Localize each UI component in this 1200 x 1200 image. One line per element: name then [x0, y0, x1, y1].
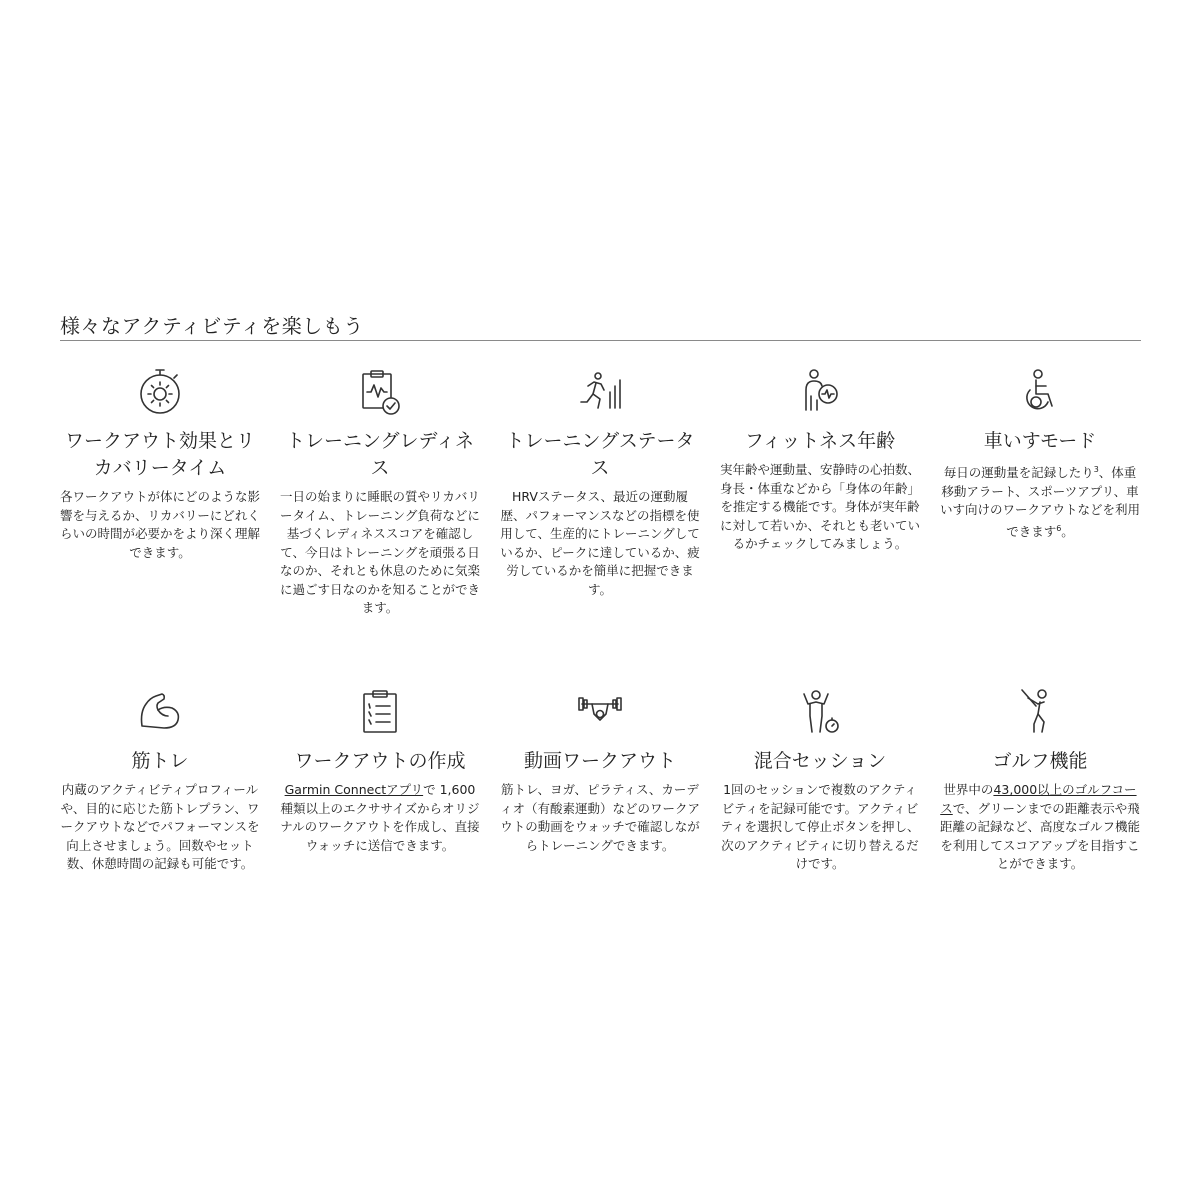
desc-text: で 1,600 種類以上のエクササイズからオリジナルのワークアウトを作成し、直接ウォッチに送信できます。 — [280, 782, 480, 853]
feature-description: 各ワークアウトが体にどのような影響を与えるか、リカバリーにどれくらいの時間が必要かをより深く理解できます。 — [60, 489, 261, 560]
clipboard-check-icon — [354, 366, 406, 418]
feature-card-golf — [930, 686, 1150, 874]
desc-text: で、グリーンまでの距離表示や飛距離の記録など、高度なゴルフ機能を利用してスコアアップを目指すことができます。 — [940, 800, 1141, 871]
activities-section — [60, 312, 1141, 341]
golf-courses-link[interactable]: 43,000以上のゴルフコース — [940, 782, 1137, 816]
feature-description: 筋トレ、ヨガ、ピラティス、カーディオ（有酸素運動）などのワークアウトの動画をウォッチで確認しながらトレーニングできます。 — [500, 782, 701, 853]
feature-card-fitness-age — [710, 366, 930, 618]
feature-description: HRVステータス、最近の運動履歴、パフォーマンスなどの指標を使用して、生産的にトレーニングしているか、ピークに達しているか、疲労しているかを簡単に把握できます。 — [500, 489, 700, 597]
feature-description — [940, 781, 1140, 874]
feature-title: 車いすモード — [983, 430, 1097, 452]
feature-title: 混合セッション — [753, 750, 887, 772]
person-heartrate-icon — [794, 366, 846, 418]
feature-card-workout-effect — [50, 366, 270, 618]
person-stopwatch-icon — [794, 686, 846, 738]
feature-title: ワークアウトの作成 — [294, 750, 466, 772]
feature-title: トレーニングステータス — [505, 430, 695, 479]
golfer-icon — [1014, 686, 1066, 738]
feature-title: 動画ワークアウト — [523, 750, 676, 772]
feature-card-wheelchair-mode — [930, 366, 1150, 618]
feature-description — [280, 781, 480, 855]
feature-description: 実年齢や運動量、安静時の心拍数、身長・体重などから「身体の年齢」を推定する機能です。身体が実年齢に対して若いか、それとも老いているかチェックしてみましょう。 — [720, 462, 921, 551]
garmin-connect-link[interactable]: Garmin Connectアプリ — [284, 782, 424, 797]
feature-row-2 — [50, 686, 1150, 874]
feature-description: 一日の始まりに睡眠の質やリカバリータイム、トレーニング負荷などに基づくレディネススコアを確認して、今日はトレーニングを頑張る日なのか、それとも休息のために気楽に過ごす日なのかを知ることができます。 — [280, 489, 481, 615]
feature-description: 内蔵のアクティビティプロフィールや、目的に応じた筋トレプラン、ワークアウトなどでパフォーマンスを向上させましょう。回数やセット数、休憩時間の記録も可能です。 — [60, 782, 260, 871]
desc-text: 。 — [1061, 523, 1074, 539]
feature-card-training-status — [490, 366, 710, 618]
feature-card-create-workout — [270, 686, 490, 874]
feature-title: 筋トレ — [131, 750, 189, 772]
feature-title: トレーニングレディネス — [285, 430, 475, 479]
desc-text: 、体重移動アラート、スポーツアプリ、車いす向けのワークアウトなどを利用できます — [940, 465, 1141, 539]
feature-card-video-workout — [490, 686, 710, 874]
feature-title: フィットネス年齢 — [744, 430, 896, 452]
feature-card-mixed-session — [710, 686, 930, 874]
wheelchair-icon — [1014, 366, 1066, 418]
desc-text: 世界中の — [943, 782, 994, 797]
feature-title: ワークアウト効果とリカバリータイム — [64, 430, 255, 479]
footnote-ref[interactable]: 3 — [1093, 465, 1099, 474]
feature-card-training-readiness — [270, 366, 490, 618]
section-title: 様々なアクティビティを楽しもう — [60, 314, 364, 338]
feature-title: ゴルフ機能 — [992, 750, 1088, 772]
flexed-arm-icon — [134, 686, 186, 738]
clipboard-list-icon — [354, 686, 406, 738]
feature-description — [940, 461, 1140, 541]
feature-row-1 — [50, 366, 1150, 618]
section-divider — [60, 340, 1141, 341]
runner-bars-icon — [574, 366, 626, 418]
feature-card-strength — [50, 686, 270, 874]
desc-text: 毎日の運動量を記録したり — [943, 465, 1094, 481]
stopwatch-sun-icon — [134, 366, 186, 418]
barbell-person-icon — [574, 686, 626, 738]
footnote-ref[interactable]: 6 — [1056, 523, 1062, 533]
feature-description: 1回のセッションで複数のアクティビティを記録可能です。アクティビティを選択して停止ボタンを押し、次のアクティビティに切り替えるだけです。 — [720, 782, 920, 871]
